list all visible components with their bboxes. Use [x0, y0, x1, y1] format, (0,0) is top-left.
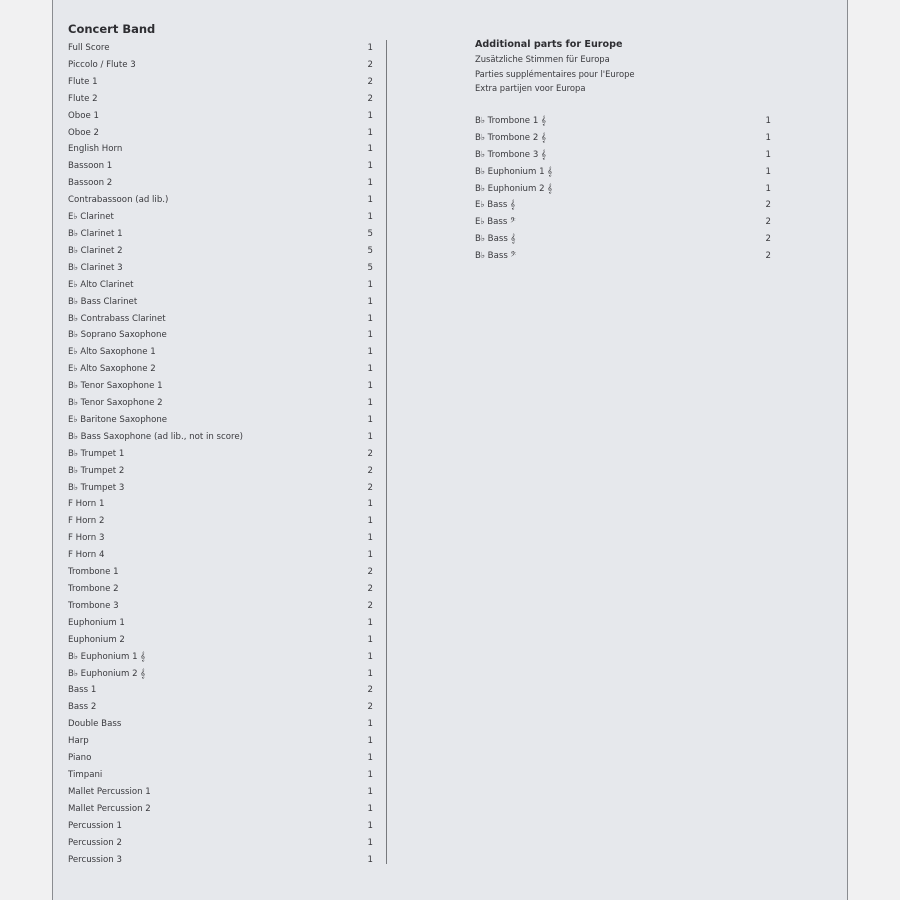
part-name: Bass 2	[68, 702, 97, 713]
part-name: E♭ Alto Saxophone 1	[68, 347, 156, 358]
part-name: Percussion 2	[68, 837, 122, 848]
part-row	[68, 649, 373, 666]
part-row	[68, 767, 373, 784]
part-quantity: 1	[367, 144, 373, 155]
part-name: Flute 1	[68, 76, 98, 87]
part-name: B♭ Clarinet 2	[68, 245, 123, 256]
part-row	[475, 197, 771, 214]
part-quantity: 1	[765, 116, 771, 126]
part-row	[68, 801, 373, 818]
part-row	[68, 429, 373, 446]
part-row	[68, 615, 373, 632]
part-quantity: 1	[367, 550, 373, 561]
part-quantity: 1	[367, 651, 373, 662]
part-row	[68, 243, 373, 260]
part-quantity: 1	[367, 634, 373, 645]
part-quantity: 1	[367, 279, 373, 290]
parts-list-page	[52, 0, 848, 900]
part-quantity: 2	[367, 448, 373, 459]
part-name: Oboe 1	[68, 110, 99, 121]
part-row	[68, 91, 373, 108]
part-row	[68, 175, 373, 192]
part-name: Trombone 3	[68, 600, 119, 611]
part-row	[68, 57, 373, 74]
part-row	[475, 130, 771, 147]
part-quantity: 1	[367, 431, 373, 442]
part-quantity: 5	[367, 245, 373, 256]
part-name: B♭ Euphonium 1 𝄞	[475, 166, 553, 177]
part-row	[68, 581, 373, 598]
part-row	[68, 564, 373, 581]
part-name: English Horn	[68, 144, 123, 155]
part-row	[68, 480, 373, 497]
part-row	[68, 835, 373, 852]
part-name: B♭ Bass Saxophone (ad lib., not in score)	[68, 431, 244, 442]
part-row	[475, 164, 771, 181]
part-quantity: 2	[765, 251, 771, 262]
part-quantity: 2	[367, 482, 373, 493]
part-row	[68, 192, 373, 209]
part-row	[68, 209, 373, 226]
part-quantity: 2	[367, 76, 373, 87]
part-name: E♭ Bass 𝄞	[475, 200, 516, 211]
part-quantity: 1	[765, 166, 771, 177]
part-quantity: 1	[367, 533, 373, 544]
part-quantity: 1	[367, 617, 373, 628]
part-name: Full Score	[68, 43, 110, 53]
part-name: E♭ Alto Saxophone 2	[68, 364, 156, 375]
part-quantity: 1	[367, 110, 373, 121]
part-name: E♭ Alto Clarinet	[68, 279, 134, 290]
part-quantity: 1	[367, 837, 373, 848]
part-name: B♭ Trombone 1 𝄞	[475, 116, 547, 126]
part-quantity: 1	[765, 132, 771, 143]
part-quantity: 1	[367, 719, 373, 730]
part-quantity: 1	[367, 161, 373, 172]
part-quantity: 1	[367, 127, 373, 138]
part-row	[68, 496, 373, 513]
part-name: B♭ Euphonium 2 𝄞	[475, 183, 553, 194]
part-quantity: 2	[765, 217, 771, 228]
part-name: Timpani	[68, 769, 103, 780]
part-row	[68, 141, 373, 158]
part-quantity: 1	[367, 668, 373, 679]
part-name: Mallet Percussion 2	[68, 803, 151, 814]
part-row	[68, 294, 373, 311]
part-row	[68, 40, 373, 57]
part-row	[68, 226, 373, 243]
part-name: B♭ Tenor Saxophone 2	[68, 398, 163, 409]
europe-parts-header	[475, 37, 775, 96]
part-row	[68, 125, 373, 142]
part-row	[68, 598, 373, 615]
part-name: Percussion 1	[68, 820, 122, 831]
part-name: F Horn 2	[68, 516, 105, 527]
part-quantity: 1	[367, 516, 373, 527]
part-quantity: 1	[367, 786, 373, 797]
part-name: E♭ Clarinet	[68, 212, 114, 223]
part-row	[68, 818, 373, 835]
part-quantity: 5	[367, 262, 373, 273]
part-name: B♭ Trumpet 1	[68, 448, 125, 459]
part-row	[68, 852, 373, 869]
part-name: B♭ Euphonium 1 𝄞	[68, 651, 146, 662]
part-name: F Horn 1	[68, 499, 105, 510]
part-quantity: 2	[367, 702, 373, 713]
part-name: Bass 1	[68, 685, 97, 696]
part-name: Piano	[68, 753, 92, 764]
part-name: Percussion 3	[68, 854, 122, 865]
part-name: Harp	[68, 736, 89, 747]
part-name: Trombone 2	[68, 584, 119, 594]
part-row	[68, 784, 373, 801]
part-quantity: 1	[367, 736, 373, 747]
part-quantity: 1	[367, 769, 373, 780]
part-name: Flute 2	[68, 93, 98, 104]
part-row	[68, 108, 373, 125]
part-name: B♭ Soprano Saxophone	[68, 330, 167, 341]
part-name: B♭ Contrabass Clarinet	[68, 313, 166, 324]
part-row	[68, 750, 373, 767]
part-name: Contrabassoon (ad lib.)	[68, 195, 169, 206]
part-name: B♭ Trumpet 2	[68, 465, 125, 476]
europe-parts-list	[475, 113, 771, 265]
part-name: Piccolo / Flute 3	[68, 59, 136, 70]
part-name: B♭ Trumpet 3	[68, 482, 125, 493]
part-quantity: 5	[367, 228, 373, 239]
part-row	[68, 682, 373, 699]
part-row	[68, 513, 373, 530]
part-row	[68, 158, 373, 175]
part-row	[68, 699, 373, 716]
part-name: F Horn 4	[68, 550, 105, 561]
part-quantity: 1	[367, 313, 373, 324]
part-quantity: 1	[367, 195, 373, 206]
part-name: B♭ Bass 𝄞	[475, 234, 516, 245]
part-quantity: 1	[367, 330, 373, 341]
part-name: B♭ Clarinet 3	[68, 262, 123, 273]
part-row	[68, 463, 373, 480]
part-row	[68, 446, 373, 463]
part-name: Double Bass	[68, 719, 122, 730]
part-quantity: 2	[367, 567, 373, 578]
part-row	[68, 361, 373, 378]
part-name: B♭ Trombone 3 𝄞	[475, 149, 547, 160]
part-quantity: 1	[367, 296, 373, 307]
part-row	[68, 311, 373, 328]
part-name: E♭ Baritone Saxophone	[68, 414, 168, 425]
part-row	[68, 344, 373, 361]
part-row	[68, 395, 373, 412]
part-row	[475, 214, 771, 231]
part-name: Mallet Percussion 1	[68, 786, 151, 797]
europe-subtitle-fr: Parties supplémentaires pour l'Europe	[475, 68, 635, 79]
europe-parts-heading: Additional parts for Europe	[475, 39, 623, 50]
part-quantity: 2	[367, 584, 373, 594]
part-row	[68, 378, 373, 395]
part-name: Euphonium 1	[68, 617, 125, 628]
part-quantity: 1	[367, 820, 373, 831]
part-name: B♭ Euphonium 2 𝄞	[68, 668, 146, 679]
part-name: Bassoon 1	[68, 161, 113, 172]
part-row	[68, 733, 373, 750]
part-quantity: 1	[367, 381, 373, 392]
part-row	[68, 277, 373, 294]
europe-subtitle-de: Zusätzliche Stimmen für Europa	[475, 54, 610, 64]
europe-subtitle-nl: Extra partijen voor Europa	[475, 83, 586, 93]
part-quantity: 2	[367, 600, 373, 611]
part-quantity: 1	[367, 854, 373, 865]
part-quantity: 1	[367, 753, 373, 764]
part-quantity: 1	[367, 364, 373, 375]
part-quantity: 1	[367, 499, 373, 510]
part-name: B♭ Tenor Saxophone 1	[68, 381, 163, 392]
part-name: B♭ Bass Clarinet	[68, 296, 138, 307]
part-name: B♭ Clarinet 1	[68, 228, 123, 239]
part-row	[475, 113, 771, 130]
concert-band-parts-list	[68, 40, 373, 868]
part-row	[475, 181, 771, 198]
part-name: Trombone 1	[68, 567, 119, 578]
part-quantity: 2	[367, 59, 373, 70]
part-name: B♭ Bass 𝄢	[475, 251, 517, 262]
part-row	[68, 547, 373, 564]
part-row	[68, 632, 373, 649]
part-quantity: 2	[367, 93, 373, 104]
part-quantity: 2	[765, 234, 771, 245]
part-row	[475, 147, 771, 164]
part-quantity: 1	[765, 149, 771, 160]
part-name: B♭ Trombone 2 𝄞	[475, 132, 547, 143]
part-row	[68, 412, 373, 429]
part-row	[68, 260, 373, 277]
concert-band-heading: Concert Band	[68, 22, 156, 36]
part-row	[68, 716, 373, 733]
part-quantity: 1	[367, 414, 373, 425]
part-row	[475, 231, 771, 248]
part-quantity: 1	[367, 803, 373, 814]
part-name: F Horn 3	[68, 533, 105, 544]
part-name: E♭ Bass 𝄢	[475, 217, 516, 228]
part-quantity: 1	[367, 43, 373, 53]
part-name: Oboe 2	[68, 127, 99, 138]
part-row	[68, 327, 373, 344]
part-quantity: 1	[367, 178, 373, 189]
part-row	[475, 248, 771, 265]
part-quantity: 1	[367, 347, 373, 358]
part-row	[68, 530, 373, 547]
part-row	[68, 74, 373, 91]
part-name: Euphonium 2	[68, 634, 125, 645]
part-quantity: 2	[367, 685, 373, 696]
part-quantity: 1	[367, 212, 373, 223]
part-quantity: 1	[765, 183, 771, 194]
part-name: Bassoon 2	[68, 178, 113, 189]
part-quantity: 2	[765, 200, 771, 211]
part-row	[68, 666, 373, 683]
part-quantity: 2	[367, 465, 373, 476]
part-quantity: 1	[367, 398, 373, 409]
column-divider	[386, 40, 387, 864]
